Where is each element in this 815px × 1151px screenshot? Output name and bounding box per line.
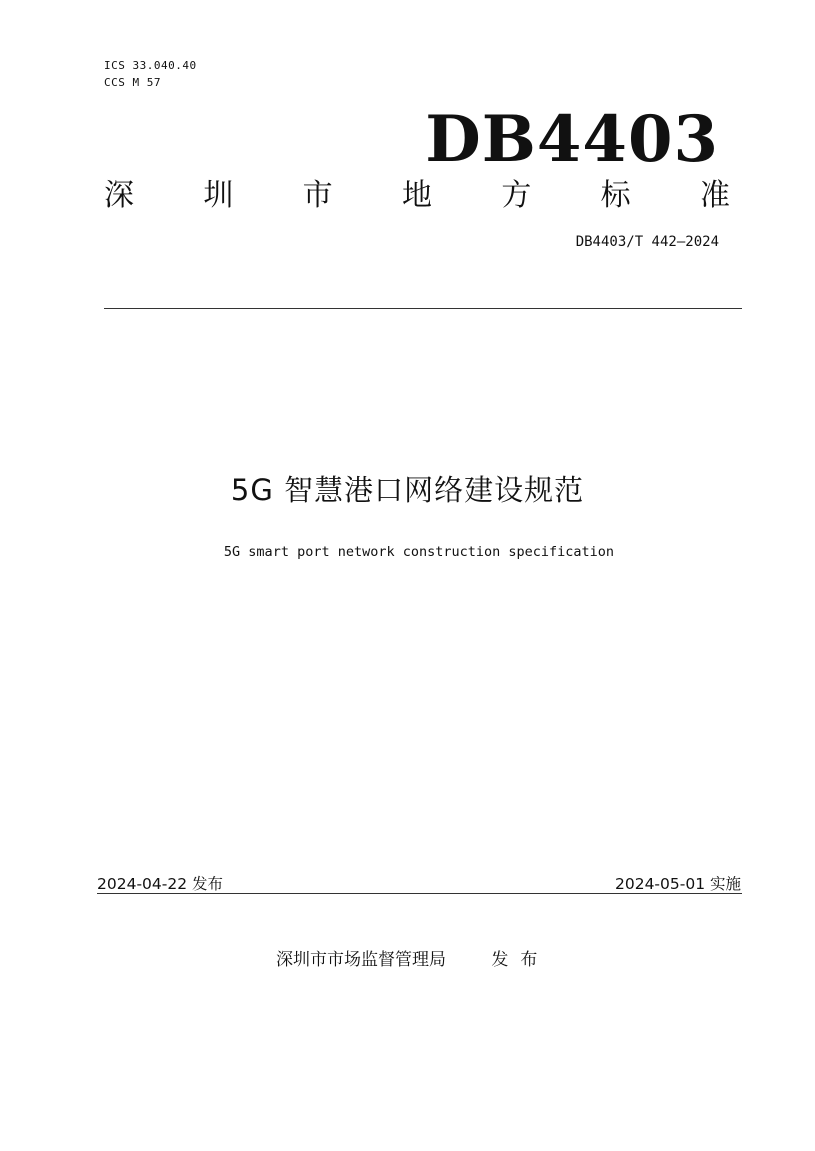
issue-date: 2024-04-22 发布 — [97, 875, 224, 893]
header-divider — [104, 308, 742, 309]
document-subtitle-en: 5G smart port network construction specification — [223, 544, 615, 560]
standard-type — [104, 176, 730, 216]
standard-type-char: 方 — [501, 178, 532, 213]
standard-type-char: 标 — [600, 178, 631, 213]
standard-code: DB4403 — [425, 102, 719, 177]
publisher-suffix: 发布 — [491, 950, 550, 970]
standard-type-char: 准 — [699, 178, 730, 213]
standard-type-char: 深 — [104, 178, 134, 213]
publisher — [276, 949, 549, 971]
footer-divider — [97, 893, 742, 894]
ccs-code: CCS M 57 — [104, 76, 161, 89]
standard-type-char: 地 — [401, 178, 432, 213]
standard-type-char: 市 — [302, 178, 333, 213]
publisher-name: 深圳市市场监督管理局 — [276, 950, 446, 970]
standard-number: DB4403/T 442—2024 — [575, 234, 719, 250]
implementation-date: 2024-05-01 实施 — [614, 875, 741, 893]
standard-type-char: 圳 — [203, 178, 234, 213]
classification-codes — [104, 57, 197, 91]
document-title: 5G 智慧港口网络建设规范 — [230, 473, 585, 507]
ics-code: ICS 33.040.40 — [104, 59, 197, 72]
